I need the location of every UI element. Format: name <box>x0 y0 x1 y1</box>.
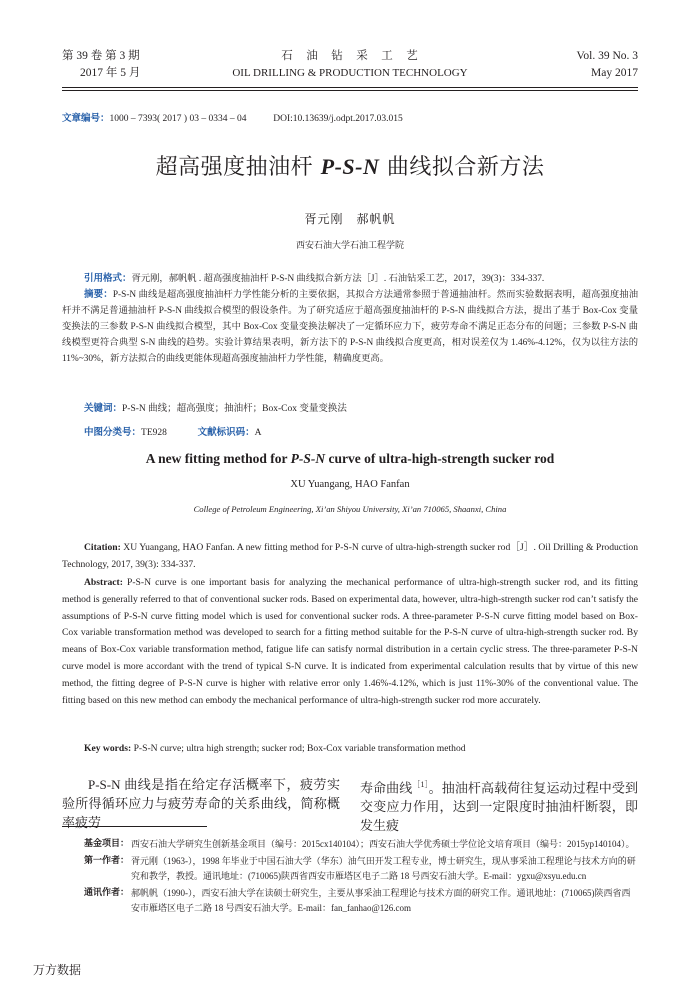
body-left-text: P-S-N 曲线是指在给定存活概率下，疲劳实验所得循环应力与疲劳寿命的关系曲线，简称概率疲劳 <box>62 777 340 830</box>
footnote-corresponding-author <box>84 886 638 916</box>
abstract-en-text: P-S-N curve is one important basis for analyzing the mechanical performance of ultra-high-strength sucker rod, and its fitting method is generally referred to that of conventional sucker rods. Based on experimental data, however, ultra-high-strength sucker rod can’t satisfy the assumptions of P-S-N curve fitting model which is used for conventional sucker rods. A three-parameter P-S-N curve fitting model based on Box-Cox variable transformation method was developed to search for a fitting method suitable for the P-S-N curve of ultra-high-strength sucker rod. By means of Box-Cox variable transformation method, fatigue life can satisfy normal distribution in a certain cyclic stress. The three-parameter P-S-N curve model is more accordant with the trend of typical S-N curve. It is indicated from experimental calculation results that by virtue of this new method, the fitting degree of P-S-N curve is higher with relative error only 1.46%-4.12%, which is just 11%-30% of the conventional value. The fitting based on this new method can embody the mechanical performance of ultra-high-strength sucker rod more accurately. <box>62 577 638 706</box>
body-right-part1: 寿命曲线 <box>360 780 413 796</box>
clc-value: TE928 <box>141 428 167 438</box>
authors-cn: 胥元刚 郝帆帆 <box>304 212 396 226</box>
footnote-rule <box>62 826 207 827</box>
article-number: 1000 – 7393( 2017 ) 03 – 0334 – 04 <box>109 114 247 124</box>
abstract-cn-text: P-S-N 曲线是超高强度抽油杆力学性能分析的主要依据，其拟合方法通常参照于普通抽油杆。然而实验数据表明，超高强度抽油杆并不满足普通抽油杆 P-S-N 曲线拟合模型的假设条件。为了研究适应于超高强度抽油杆的 P-S-N 曲线拟合方法，提出了基于 Box-Cox 变量变换法的三参数 P-S-N 曲线拟合模型，其中 Box-Cox 变量变换法解决了一定循环应力下，疲劳寿命不满足正态分布的问题；三参数 P-S-N 曲线模型更符合典型 S-N 曲线的趋势。实验计算结果表明，新方法下的 P-S-N 曲线拟合度更高，相对误差仅为 1.46%-4.12%，仅为以往方法的 11%~30%，新方法拟合的曲线更能体现超高强度抽油杆力学性能，精确度更高。 <box>62 290 638 364</box>
footnote-first-author <box>84 854 638 884</box>
title-en-part2: curve of ultra-high-strength sucker rod <box>325 451 555 466</box>
abstract-en <box>62 575 638 709</box>
title-cn-part1: 超高强度抽油杆 <box>155 155 321 180</box>
citation-en-text: XU Yuangang, HAO Fanfan. A new fitting method for P-S-N curve of ultra-high-strength sucker rod［J］. Oil Drilling & Production Technology, 2017, 39(3): 334-337. <box>62 542 638 570</box>
keywords-cn <box>84 400 638 414</box>
fund-text: 西安石油大学研究生创新基金项目（编号：2015cx140104）；西安石油大学优秀硕士学位论文培育项目（编号：2015yp140104）。 <box>131 839 635 849</box>
watermark-text: 万方数据 <box>33 963 82 977</box>
abstract-cn <box>62 287 638 367</box>
title-cn <box>62 150 638 181</box>
corresponding-author-label: 通讯作者： <box>84 888 130 898</box>
keywords-en <box>84 741 638 758</box>
header-rule-1 <box>62 87 638 88</box>
doc-code-label: 文献标识码： <box>197 427 255 438</box>
keywords-cn-text: P-S-N 曲线；超高强度；抽油杆；Box-Cox 变量变换法 <box>122 404 347 414</box>
citation-cn <box>62 271 638 287</box>
corresponding-author-text: 郝帆帆（1990-），西安石油大学在读硕士研究生，主要从事采油工程理论与技术方面的研究工作。通讯地址：(710065)陕西省西安市雁塔区电子二路 18 号西安石油大学。E-mail：fan_fanhao@126.com <box>131 888 631 913</box>
volume-issue-en: Vol. 39 No. 3 <box>576 50 638 62</box>
abstract-en-label: Abstract: <box>84 577 123 588</box>
affiliation-en: College of Petroleum Engineering, Xi’an Shiyou University, Xi’an 710065, Shaanxi, China <box>193 504 507 514</box>
volume-issue-cn: 第 39 卷 第 3 期 <box>62 50 140 62</box>
keywords-en-text: P-S-N curve; ultra high strength; sucker rod; Box-Cox variable transformation method <box>133 743 466 754</box>
first-author-text: 胥元刚（1963-），1998 年毕业于中国石油大学（华东）油气田开发工程专业，博士研究生，现从事采油工程理论与技术方向的研究和教学，教授。通讯地址：(710065)陕西省西安市雁塔区电子二路 18 号西安石油大学。E-mail：ygxu@xsyu.edu.cn <box>131 856 636 881</box>
body-column-right <box>360 775 638 835</box>
title-en-italic: P-S-N <box>290 451 326 466</box>
fund-label: 基金项目： <box>84 839 130 849</box>
article-meta <box>62 112 542 126</box>
title-en <box>62 451 638 467</box>
footnote-fund <box>84 837 638 852</box>
keywords-cn-label: 关键词： <box>84 403 123 414</box>
authors-en: XU Yuangang, HAO Fanfan <box>290 479 410 490</box>
body-column-left <box>62 775 340 832</box>
keywords-en-label: Key words: <box>84 743 132 754</box>
journal-name-en: OIL DRILLING & PRODUCTION TECHNOLOGY <box>232 67 468 79</box>
citation-cn-label: 引用格式： <box>84 273 132 284</box>
doi: DOI:10.13639/j.odpt.2017.03.015 <box>273 114 403 124</box>
header-rule-2 <box>62 90 638 91</box>
classification-cn <box>84 424 638 438</box>
date-en: May 2017 <box>591 67 638 79</box>
footnotes <box>84 837 638 916</box>
citation-cn-text: 胥元刚，郝帆帆 . 超高强度抽油杆 P-S-N 曲线拟合新方法［J］. 石油钻采工艺，2017，39(3)：334-337. <box>131 274 545 284</box>
doc-code-value: A <box>254 428 262 438</box>
first-author-label: 第一作者： <box>84 856 130 866</box>
abstract-cn-label: 摘要： <box>84 289 113 300</box>
citation-en-label: Citation: <box>84 542 121 553</box>
citation-en <box>62 540 638 574</box>
date-cn: 2017 年 5 月 <box>80 67 141 79</box>
body-right-part2: 。抽油杆高载荷往复运动过程中受到交变应力作用，达到一定限度时抽油杆断裂，即发生疲 <box>360 780 638 834</box>
journal-name-cn: 石 油 钻 采 工 艺 <box>281 50 419 62</box>
article-number-label: 文章编号： <box>62 113 110 124</box>
reference-marker: ［1］ <box>412 780 429 789</box>
affiliation-cn: 西安石油大学石油工程学院 <box>295 240 404 250</box>
clc-label: 中图分类号： <box>84 427 142 438</box>
title-en-part1: A new fitting method for <box>145 451 291 466</box>
cn-abstract-block <box>62 271 638 367</box>
title-cn-part2: 曲线拟合新方法 <box>379 155 545 180</box>
title-cn-italic: P-S-N <box>320 154 380 179</box>
